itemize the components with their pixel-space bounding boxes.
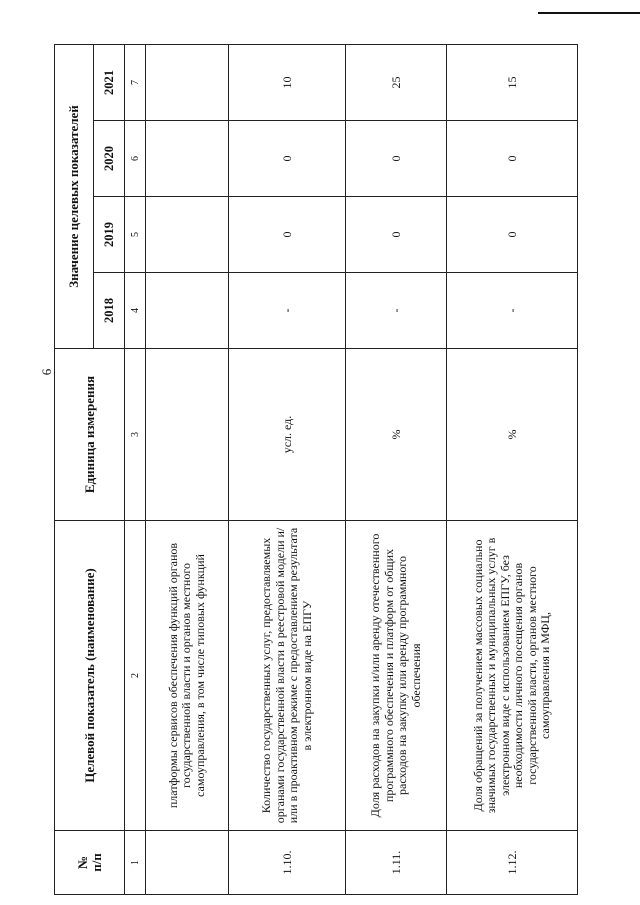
unit-cell <box>146 349 229 521</box>
header-year: 2019 <box>94 197 125 273</box>
value-2018: - <box>346 273 447 349</box>
value-2021: 25 <box>346 45 447 121</box>
table-row <box>346 45 447 895</box>
table-row <box>229 45 346 895</box>
indicator-name: Доля обращений за получением массовых социально значимых государственных и муниципальных услуг в электронном виде с использованием ЕПГУ, без необходимости личного посещения органов государственной власти, органов местного самоуправления и МФЦ, <box>447 521 578 831</box>
row-number: 1.10. <box>229 831 346 895</box>
column-number: 2 <box>125 521 146 831</box>
column-number: 4 <box>125 273 146 349</box>
row-number <box>146 831 229 895</box>
value-2020 <box>146 121 229 197</box>
value-2021: 15 <box>447 45 578 121</box>
top-rule <box>538 12 640 14</box>
value-2018 <box>146 273 229 349</box>
page-number: 6 <box>39 368 54 376</box>
value-2018: - <box>447 273 578 349</box>
row-number: 1.11. <box>346 831 447 895</box>
unit-cell: % <box>447 349 578 521</box>
header-values-group: Значение целевых показателей <box>55 45 94 349</box>
value-2019: 0 <box>447 197 578 273</box>
column-number: 7 <box>125 45 146 121</box>
header-unit: Единица измерения <box>55 349 125 521</box>
value-2021: 10 <box>229 45 346 121</box>
column-number: 5 <box>125 197 146 273</box>
unit-cell: % <box>346 349 447 521</box>
value-2020: 0 <box>447 121 578 197</box>
indicator-name: Количество государственных услуг, предоставляемых органами государственной власти в реестровой модели и/или в проактивном режиме с предоставлением результата в электронном виде на ЕПГУ <box>229 521 346 831</box>
table-row <box>146 45 229 895</box>
unit-cell: усл. ед. <box>229 349 346 521</box>
header-year: 2020 <box>94 121 125 197</box>
column-number-row <box>125 45 146 895</box>
value-2020: 0 <box>229 121 346 197</box>
value-2018: - <box>229 273 346 349</box>
header-year: 2021 <box>94 45 125 121</box>
indicator-name: Доля расходов на закупки и/или аренду отечественного программного обеспечения и платформ от общих расходов на закупку или аренду программного обеспечения <box>346 521 447 831</box>
target-indicators-table <box>54 44 578 895</box>
value-2020: 0 <box>346 121 447 197</box>
header-name: Целевой показатель (наименование) <box>55 521 125 831</box>
value-2019: 0 <box>229 197 346 273</box>
column-number: 1 <box>125 831 146 895</box>
row-number: 1.12. <box>447 831 578 895</box>
header-year: 2018 <box>94 273 125 349</box>
rotated-table-container <box>54 45 624 895</box>
column-number: 6 <box>125 121 146 197</box>
column-number: 3 <box>125 349 146 521</box>
value-2019 <box>146 197 229 273</box>
indicator-name: платформы сервисов обеспечения функций органов государственной власти и органов местного самоуправления, в том числе типовых функций <box>146 521 229 831</box>
header-number: № п/п <box>55 831 125 895</box>
value-2021 <box>146 45 229 121</box>
value-2019: 0 <box>346 197 447 273</box>
table-row <box>447 45 578 895</box>
